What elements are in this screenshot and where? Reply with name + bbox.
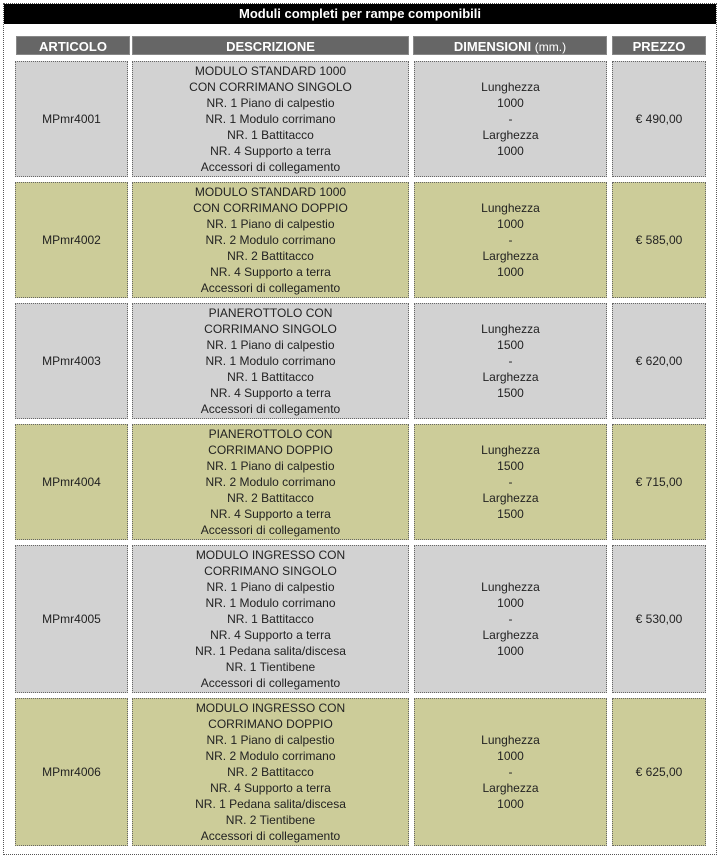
header-dimensioni xyxy=(413,36,607,55)
description-line: NR. 1 Modulo corrimano xyxy=(205,112,336,126)
dimensions-line: 1500 xyxy=(497,459,524,473)
dimensions-line: 1000 xyxy=(497,265,524,279)
dimensions-line: - xyxy=(508,765,513,779)
description-line: NR. 1 Battitacco xyxy=(227,128,314,142)
description-line: CORRIMANO SINGOLO xyxy=(204,322,337,336)
cell-code xyxy=(15,182,128,298)
description-line: NR. 1 Piano di calpestio xyxy=(206,580,335,594)
header-dimensioni-label: DIMENSIONI xyxy=(453,39,532,54)
cell-dimensions xyxy=(414,424,607,540)
description-line: CORRIMANO DOPPIO xyxy=(208,717,333,731)
description-line: Accessori di collegamento xyxy=(200,829,341,843)
description-line: NR. 2 Tientibene xyxy=(225,813,316,827)
dimensions-line: 1000 xyxy=(497,96,524,110)
dimensions-line: Larghezza xyxy=(482,491,539,505)
dimensions-line: Lunghezza xyxy=(481,201,540,215)
description-lines xyxy=(201,426,340,538)
dimensions-lines xyxy=(481,442,540,522)
description-line: Accessori di collegamento xyxy=(200,160,341,174)
cell-description xyxy=(132,698,409,846)
dimensions-line: Larghezza xyxy=(482,628,539,642)
description-line: NR. 4 Supporto a terra xyxy=(210,628,331,642)
dimensions-line: 1000 xyxy=(497,644,524,658)
dimensions-line: Lunghezza xyxy=(481,733,540,747)
dimensions-line: Lunghezza xyxy=(481,580,540,594)
cell-dimensions xyxy=(414,303,607,419)
description-line: CORRIMANO DOPPIO xyxy=(208,443,333,457)
description-line: NR. 2 Battitacco xyxy=(227,765,314,779)
description-line: NR. 4 Supporto a terra xyxy=(210,386,331,400)
description-line: NR. 2 Modulo corrimano xyxy=(205,475,336,489)
dimensions-line: - xyxy=(508,475,513,489)
cell-dimensions xyxy=(414,182,607,298)
header-prezzo xyxy=(612,36,706,55)
description-line: NR. 1 Pedana salita/discesa xyxy=(195,644,346,658)
description-line: NR. 4 Supporto a terra xyxy=(210,265,331,279)
description-line: CORRIMANO SINGOLO xyxy=(204,564,337,578)
dimensions-line: - xyxy=(508,354,513,368)
description-lines xyxy=(195,547,346,691)
description-line: PIANEROTTOLO CON xyxy=(208,427,333,441)
description-line: NR. 4 Supporto a terra xyxy=(210,507,331,521)
dimensions-line: - xyxy=(508,233,513,247)
dimensions-line: Larghezza xyxy=(482,128,539,142)
description-line: MODULO STANDARD 1000 xyxy=(194,185,347,199)
description-line: NR. 2 Modulo corrimano xyxy=(205,749,336,763)
dimensions-line: 1500 xyxy=(497,338,524,352)
cell-price xyxy=(612,698,706,846)
cell-description xyxy=(132,545,409,693)
code-text: MPmr4001 xyxy=(42,112,101,126)
description-line: NR. 1 Pedana salita/discesa xyxy=(195,797,346,811)
cell-dimensions xyxy=(414,545,607,693)
price-text: € 585,00 xyxy=(635,233,683,247)
description-line: Accessori di collegamento xyxy=(200,402,341,416)
cell-dimensions xyxy=(414,698,607,846)
header-descrizione-label: DESCRIZIONE xyxy=(226,39,315,54)
dimensions-line: Lunghezza xyxy=(481,322,540,336)
code-text: MPmr4006 xyxy=(42,765,101,779)
cell-description xyxy=(132,61,409,177)
header-prezzo-label: PREZZO xyxy=(632,39,686,54)
description-line: NR. 1 Tientibene xyxy=(225,660,316,674)
dimensions-line: 1000 xyxy=(497,749,524,763)
cell-dimensions xyxy=(414,61,607,177)
dimensions-line: Larghezza xyxy=(482,370,539,384)
cell-price xyxy=(612,545,706,693)
header-articolo xyxy=(16,36,130,55)
dimensions-line: Larghezza xyxy=(482,781,539,795)
description-line: NR. 1 Piano di calpestio xyxy=(206,733,335,747)
description-line: NR. 1 Piano di calpestio xyxy=(206,96,335,110)
description-line: NR. 1 Piano di calpestio xyxy=(206,217,335,231)
code-text: MPmr4002 xyxy=(42,233,101,247)
dimensions-line: 1000 xyxy=(497,596,524,610)
description-lines xyxy=(193,184,348,296)
dimensions-line: 1000 xyxy=(497,797,524,811)
code-text: MPmr4004 xyxy=(42,475,101,489)
dimensions-line: 1500 xyxy=(497,507,524,521)
cell-price xyxy=(612,424,706,540)
description-line: NR. 1 Battitacco xyxy=(227,612,314,626)
dimensions-line: Larghezza xyxy=(482,249,539,263)
description-line: CON CORRIMANO DOPPIO xyxy=(193,201,348,215)
dimensions-lines xyxy=(481,79,540,159)
dimensions-line: 1500 xyxy=(497,386,524,400)
dimensions-lines xyxy=(481,579,540,659)
description-line: Accessori di collegamento xyxy=(200,523,341,537)
cell-code xyxy=(15,424,128,540)
cell-code xyxy=(15,698,128,846)
cell-code xyxy=(15,303,128,419)
dimensions-line: - xyxy=(508,612,513,626)
description-line: MODULO INGRESSO CON xyxy=(195,548,346,562)
description-line: PIANEROTTOLO CON xyxy=(208,306,333,320)
description-lines xyxy=(195,700,346,844)
header-descrizione xyxy=(132,36,409,55)
dimensions-line: 1000 xyxy=(497,144,524,158)
dimensions-line: 1000 xyxy=(497,217,524,231)
description-line: NR. 1 Piano di calpestio xyxy=(206,338,335,352)
header-articolo-label: ARTICOLO xyxy=(39,39,107,54)
description-line: NR. 1 Piano di calpestio xyxy=(206,459,335,473)
dimensions-lines xyxy=(481,200,540,280)
cell-price xyxy=(612,182,706,298)
code-text: MPmr4003 xyxy=(42,354,101,368)
cell-price xyxy=(612,61,706,177)
price-text: € 490,00 xyxy=(635,112,683,126)
description-line: NR. 2 Battitacco xyxy=(227,249,314,263)
description-line: Accessori di collegamento xyxy=(200,281,341,295)
description-line: NR. 4 Supporto a terra xyxy=(210,781,331,795)
price-text: € 715,00 xyxy=(635,475,683,489)
description-line: CON CORRIMANO SINGOLO xyxy=(189,80,352,94)
header-dimensioni-unit: (mm.) xyxy=(534,40,567,54)
description-lines xyxy=(189,63,352,175)
description-lines xyxy=(201,305,340,417)
description-line: NR. 4 Supporto a terra xyxy=(210,144,331,158)
price-text: € 625,00 xyxy=(635,765,683,779)
cell-code xyxy=(15,61,128,177)
table-title: Moduli completi per rampe componibili xyxy=(4,4,716,24)
description-line: NR. 1 Modulo corrimano xyxy=(205,354,336,368)
description-line: MODULO INGRESSO CON xyxy=(195,701,346,715)
description-line: NR. 2 Battitacco xyxy=(227,491,314,505)
code-text: MPmr4005 xyxy=(42,612,101,626)
description-line: NR. 2 Modulo corrimano xyxy=(205,233,336,247)
cell-description xyxy=(132,303,409,419)
cell-description xyxy=(132,182,409,298)
dimensions-lines xyxy=(481,321,540,401)
description-line: NR. 1 Modulo corrimano xyxy=(205,596,336,610)
description-line: Accessori di collegamento xyxy=(200,676,341,690)
dimensions-line: Lunghezza xyxy=(481,443,540,457)
cell-code xyxy=(15,545,128,693)
dimensions-line: Lunghezza xyxy=(481,80,540,94)
description-line: NR. 1 Battitacco xyxy=(227,370,314,384)
price-text: € 530,00 xyxy=(635,612,683,626)
dimensions-line: - xyxy=(508,112,513,126)
price-text: € 620,00 xyxy=(635,354,683,368)
cell-price xyxy=(612,303,706,419)
cell-description xyxy=(132,424,409,540)
description-line: MODULO STANDARD 1000 xyxy=(194,64,347,78)
dimensions-lines xyxy=(481,732,540,812)
